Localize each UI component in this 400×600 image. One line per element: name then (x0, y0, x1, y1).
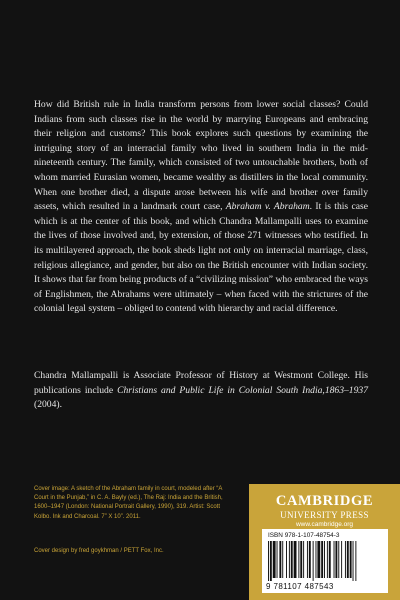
cover-design-credit: Cover design by fred goykhman / PETT Fox, Inc. (34, 548, 164, 554)
publisher-press: UNIVERSITY PRESS (280, 510, 369, 520)
book-blurb (34, 98, 368, 317)
author-bio-text-2: (2004). (34, 399, 62, 411)
author-bio (34, 369, 368, 413)
previous-book-title: Christians and Public Life in Colonial South India,1863–1937 (117, 384, 368, 396)
barcode-icon (268, 541, 382, 581)
barcode-digits: 9 781107 487543 (266, 582, 334, 591)
publisher-url: www.cambridge.org (295, 521, 354, 528)
isbn-label: ISBN 978-1-107-48754-3 (268, 532, 340, 539)
case-title: Abraham v. Abraham (225, 201, 310, 213)
author-bio-text-1: Chandra Mallampalli is Associate Professor of History at Westmont College. His publications include (34, 370, 368, 396)
blurb-text-2: . It is this case which is at the center of this book, and which Chandra Mallampalli uses to examine the lives of those involved and, by extension, of those 271 witnesses who testified. In its multilayered approach, the book sheds light not only on interracial marriage, class, religious allegiance, and gender, but also on the British encounter with Indian society. It shows that far from being products of a “civilizing mission” who embraced the ways of Englishmen, the Abrahams were ultimately – when faced with the strictures of the colonial legal system – obliged to contend with hierarchy and racial difference. (34, 201, 368, 315)
barcode-panel (262, 529, 388, 593)
cover-image-credit: Cover image: A sketch of the Abraham family in court, modeled after “A Court in the Punjab,” in C. A. Bayly (ed.), The Raj: India and the British, 1600–1947 (London: National Portrait Gallery, 1990), 319. Artist: Scott Kolbo. Ink and Charcoal. 7” X 10”. 2011. (34, 486, 223, 520)
blurb-text-1: How did British rule in India transform persons from lower social classes? Could Indians from such classes rise in the world by marrying Europeans and embracing their religion and customs? This book explores such questions by examining the intriguing story of an interracial family who lived in southern India in the mid-nineteenth century. The family, which consisted of two untouchable brothers, both of whom married Eurasian women, became wealthy as distillers in the local community. When one brother died, a dispute arose between his wife and brother over family assets, which resulted in a landmark court case, (34, 99, 368, 213)
publisher-name: CAMBRIDGE (275, 493, 374, 509)
